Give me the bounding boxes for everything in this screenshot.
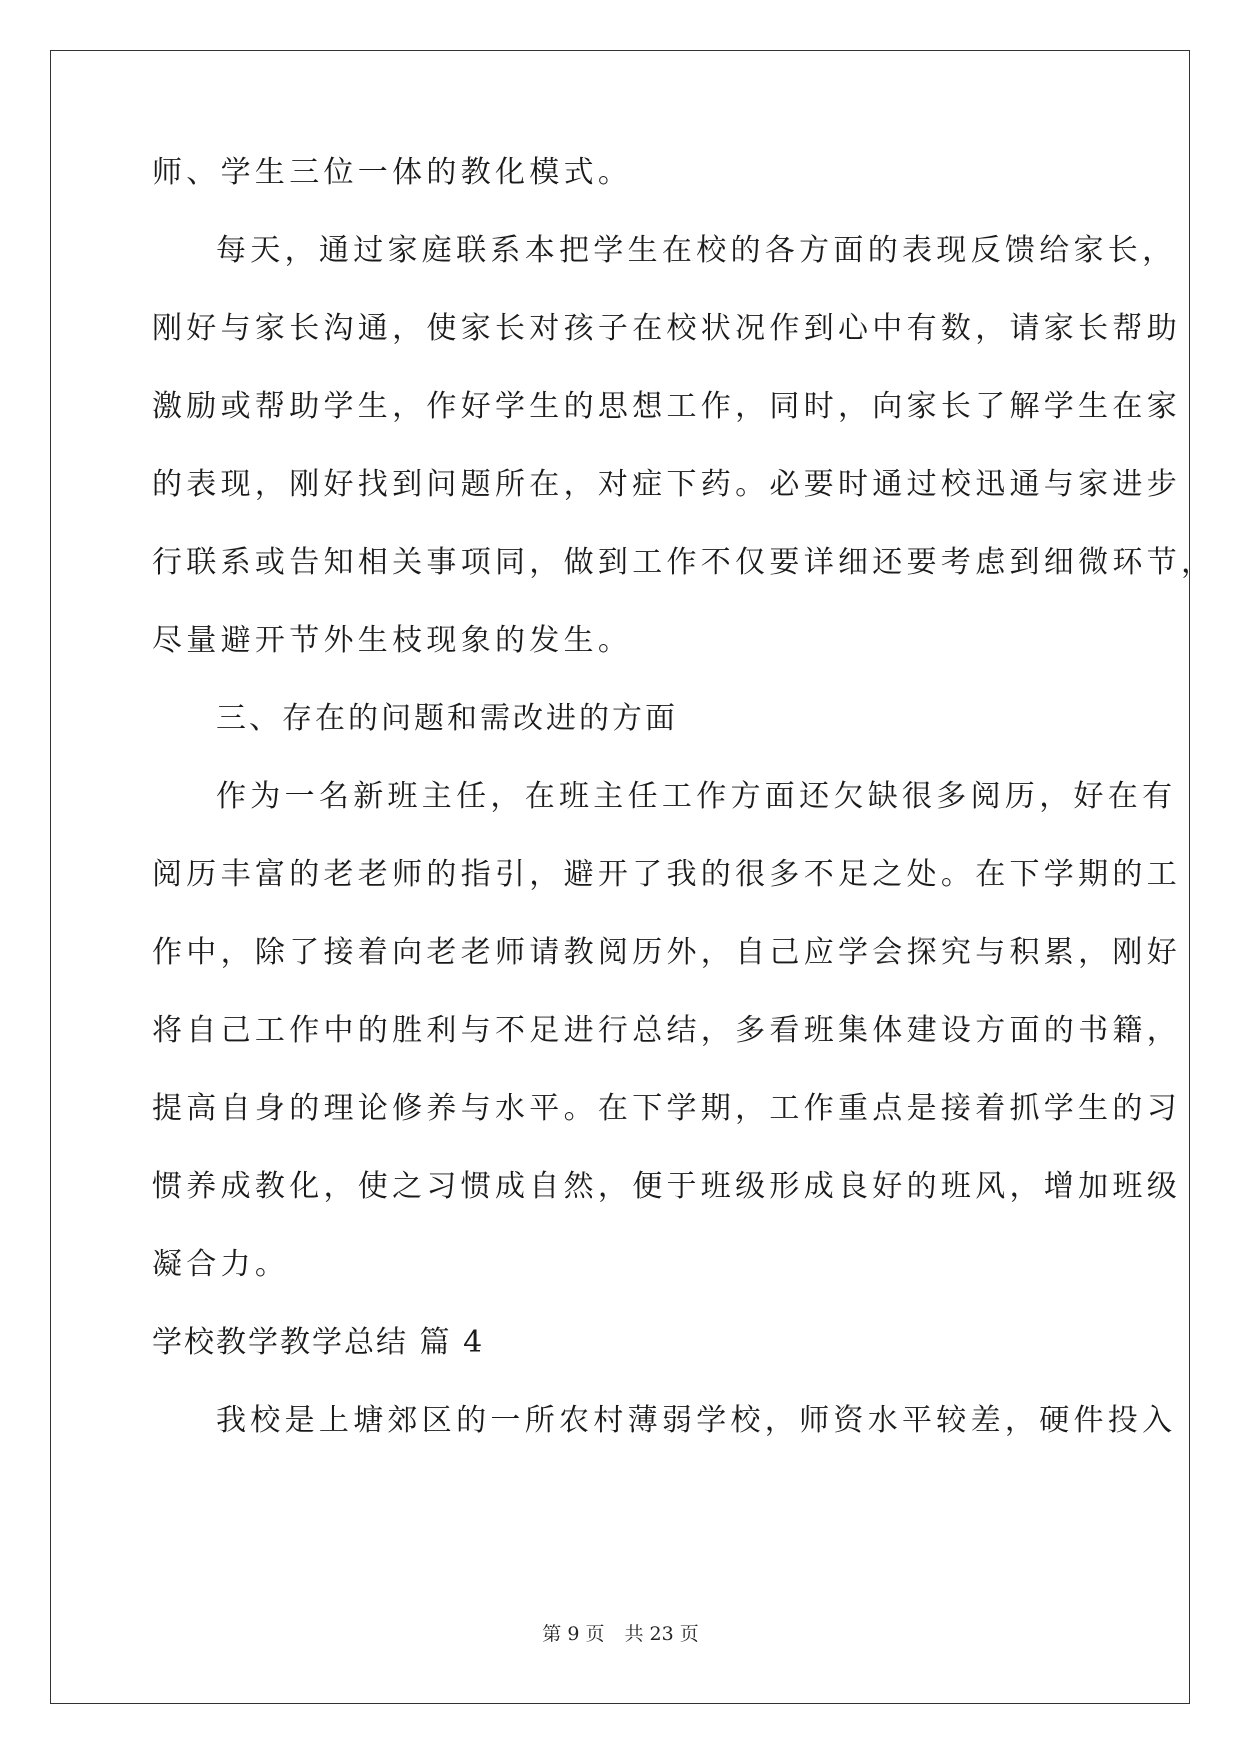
paragraph-line: 每天，通过家庭联系本把学生在校的各方面的表现反馈给家长， [216, 233, 1177, 268]
paragraph-line: 将自己工作中的胜利与不足进行总结，多看班集体建设方面的书籍， [152, 1013, 1181, 1048]
paragraph-line: 阅历丰富的老老师的指引，避开了我的很多不足之处。在下学期的工 [152, 857, 1181, 892]
paragraph-line: 刚好与家长沟通，使家长对孩子在校状况作到心中有数，请家长帮助 [152, 311, 1181, 346]
paragraph-line: 师、学生三位一体的教化模式。 [152, 155, 633, 190]
section-heading: 三、存在的问题和需改进的方面 [216, 701, 678, 736]
paragraph-line: 凝合力。 [152, 1247, 290, 1282]
page-number: 第 9 页 [542, 1623, 605, 1645]
paragraph-line: 我校是上塘郊区的一所农村薄弱学校，师资水平较差，硬件投入 [216, 1403, 1177, 1438]
paragraph-line: 作为一名新班主任，在班主任工作方面还欠缺很多阅历，好在有 [216, 779, 1177, 814]
page-footer [0, 1624, 1241, 1644]
paragraph-line: 行联系或告知相关事项同，做到工作不仅要详细还要考虑到细微环节， [152, 545, 1216, 580]
page-total: 共 23 页 [624, 1623, 699, 1645]
article-title: 学校教学教学总结 篇 4 [152, 1325, 485, 1360]
document-body [152, 155, 1216, 1484]
paragraph-line: 惯养成教化，使之习惯成自然，便于班级形成良好的班风，增加班级 [152, 1169, 1181, 1204]
paragraph-line: 尽量避开节外生枝现象的发生。 [152, 623, 633, 658]
paragraph-line: 作中，除了接着向老老师请教阅历外，自己应学会探究与积累，刚好 [152, 935, 1181, 970]
paragraph-line: 提高自身的理论修养与水平。在下学期，工作重点是接着抓学生的习 [152, 1091, 1181, 1126]
paragraph-line: 激励或帮助学生，作好学生的思想工作，同时，向家长了解学生在家 [152, 389, 1181, 424]
paragraph-line: 的表现，刚好找到问题所在，对症下药。必要时通过校迅通与家进步 [152, 467, 1181, 502]
